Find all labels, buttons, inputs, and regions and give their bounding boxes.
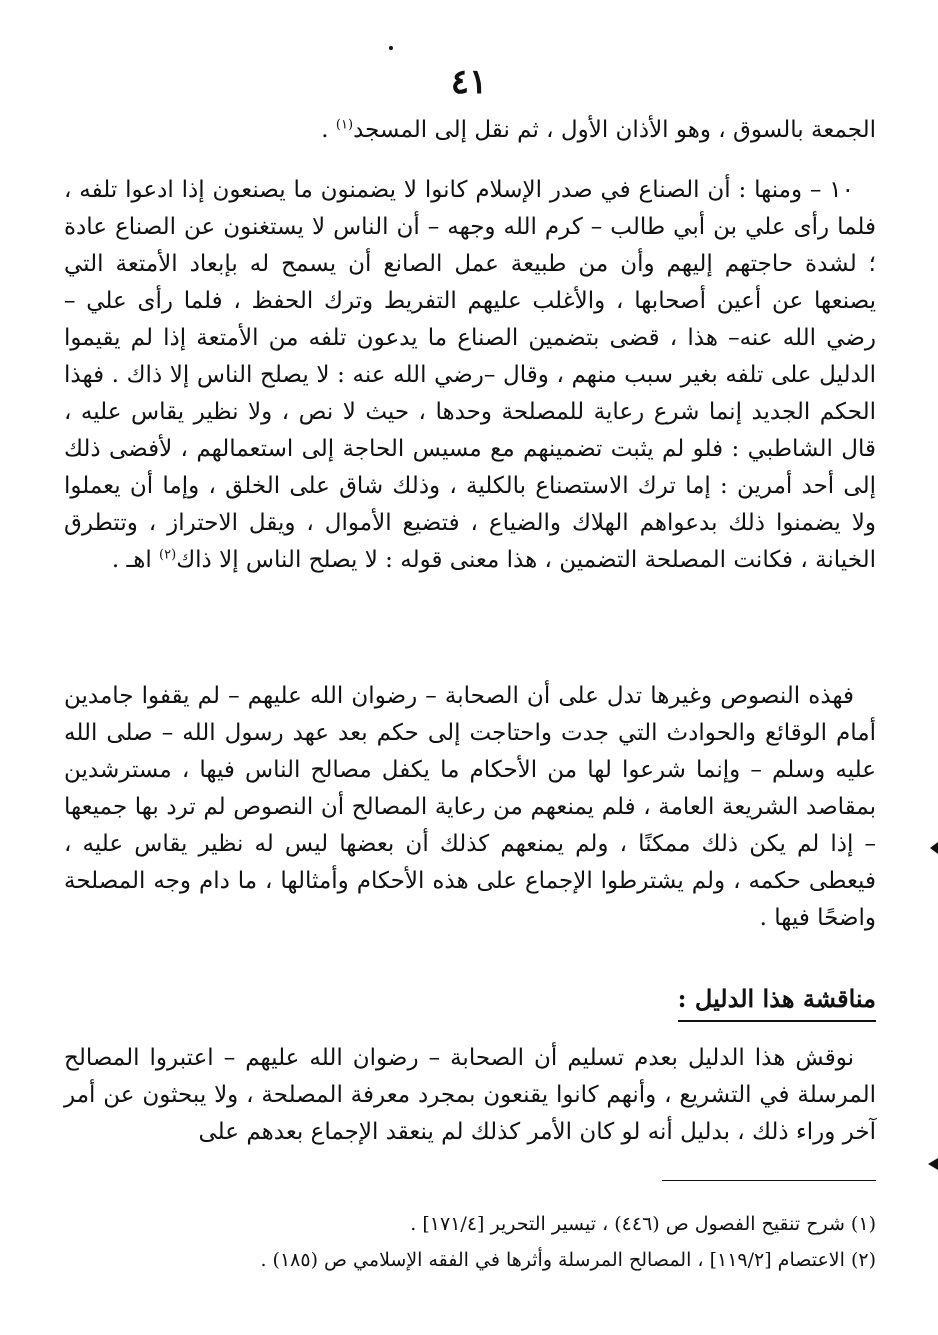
paragraph-these <box>64 678 876 937</box>
discuss-body: نوقش هذا الدليل بعدم تسليم أن الصحابة – رضوان الله عليهم – اعتبروا المصالح المرسلة في التشريع ، وأنهم كانوا يقنعون بمجرد معرفة المصلحة ، ولا يبحثون عن أمر آخر وراء ذلك ، بدليل أنه لو كان الأمر كذلك لم ينعقد الإجماع بعدهم على <box>64 1045 876 1145</box>
footnote-1: (١) شرح تنقيح الفصول ص (٤٤٦) ، تيسير التحرير [١٧١/٤] . <box>410 1213 876 1235</box>
ten-tail: اهـ . <box>111 547 160 573</box>
section-heading: مناقشة هذا الدليل : <box>678 982 876 1022</box>
these-body: فهذه النصوص وغيرها تدل على أن الصحابة – رضوان الله عليهم – لم يقفوا جامدين أمام الوقائع والحوادث التي جدت واحتاجت إلى حكم بعد عهد رسول الله – صلى الله عليه وسلم – وإنما شرعوا لها من الأحكام ما يكفل مصالح الناس فيها ، مسترشدين بمقاصد الشريعة العامة ، فلم يمنعهم من رعاية المصالح أن النصوص لم ترد بها جميعها – إذا لم يكن ذلك ممكنًا ، ولم يمنعهم كذلك أن بعضها ليس له نظير يقاس عليه ، فيعطى حكمه ، ولم يشترطوا الإجماع على هذه الأحكام وأمثالها ، ما دام وجه المصلحة واضحًا فيها . <box>64 683 876 931</box>
footnote-2: (٢) الاعتصام [١١٩/٢] ، المصالح المرسلة وأثرها في الفقه الإسلامي ص (١٨٥) . <box>260 1249 876 1271</box>
margin-mark <box>930 842 938 854</box>
paragraph-ten-text <box>64 172 876 579</box>
ten-body: ١٠ – ومنها : أن الصناع في صدر الإسلام كانوا لا يضمنون ما يصنعون إذا ادعوا تلفه ، فلما رأى علي بن أبي طالب – كرم الله وجهه – أن الناس لا يستغنون عن الصناع عادة ؛ لشدة حاجتهم إليهم وأن من طبيعة عمل الصانع أن يسمح له بإبعاد الأمتعة التي يصنعها عن أعين أصحابها ، والأغلب عليهم التفريط وترك الحفظ ، فلما رأى علي –رضي الله عنه– هذا ، قضى بتضمين الصناع ما يدعون تلفه من الأمتعة إذا لم يقيموا الدليل على تلفه بغير سبب منهم ، وقال –رضي الله عنه : لا يصلح الناس إلا ذاك . فهذا الحكم الجديد إنما شرع رعاية للمصلحة وحدها ، حيث لا نص ، ولا نظير يقاس عليه ، قال الشاطبي : فلو لم يثبت تضمينهم مع مسيس الحاجة إلى استعمالهم ، لأفضى ذلك إلى أحد أمرين : إما ترك الاستصناع بالكلية ، وذلك شاق على الخلق ، وإما أن يعملوا ولا يضمنوا ذلك بدعواهم الهلاك والضياع ، فتضيع الأموال ، ويقل الاحتراز ، وتتطرق الخيانة ، فكانت المصلحة التضمين ، هذا معنى قوله : لا يصلح الناس إلا ذاك <box>64 177 876 573</box>
scan-speck <box>389 46 393 50</box>
paragraph-intro-text <box>64 112 876 149</box>
intro-tail: . <box>321 117 336 143</box>
footnote-separator <box>662 1180 876 1181</box>
margin-mark <box>928 1158 938 1170</box>
paragraph-these-text <box>64 678 876 937</box>
footnote-ref-1[interactable]: (١) <box>335 117 354 133</box>
footnote-ref-2[interactable]: (٢) <box>159 547 177 563</box>
page-number: ٤١ <box>450 62 488 102</box>
paragraph-discuss <box>64 1040 876 1151</box>
paragraph-discuss-text <box>64 1040 876 1151</box>
paragraph-ten <box>64 172 876 579</box>
paragraph-intro <box>64 112 876 149</box>
footnotes <box>64 1206 876 1278</box>
intro-body: الجمعة بالسوق ، وهو الأذان الأول ، ثم نقل إلى المسجد <box>353 117 876 143</box>
